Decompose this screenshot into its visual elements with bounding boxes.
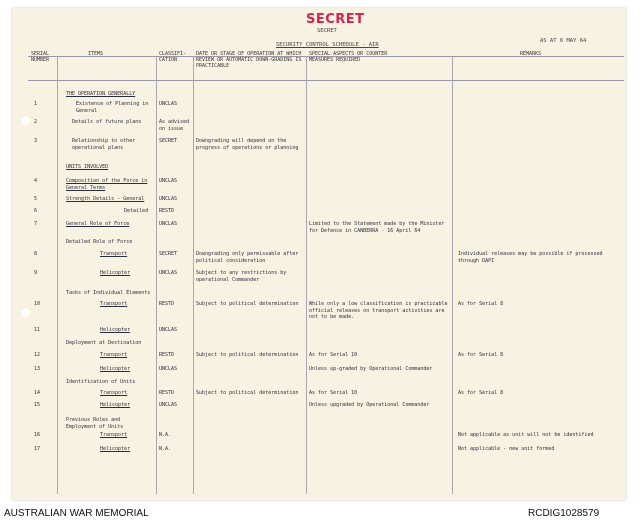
item-label: Transport bbox=[100, 352, 128, 358]
footer-archive-name: AUSTRALIAN WAR MEMORIAL bbox=[4, 508, 149, 519]
serial-number: 13 bbox=[34, 366, 41, 372]
column-divider-1 bbox=[57, 56, 58, 494]
item-label: Helicopter bbox=[100, 402, 131, 408]
special-aspects-text: As for Serial 10 bbox=[309, 390, 358, 396]
item-label: Previous Roles and Employment of Units bbox=[66, 417, 124, 430]
item-label: Existence of Planning in General bbox=[76, 101, 149, 114]
remarks-text: As for Serial 8 bbox=[458, 301, 504, 307]
classification-value: SECRET bbox=[159, 138, 178, 144]
serial-number: 1 bbox=[34, 101, 38, 107]
table-header-rule bbox=[28, 80, 624, 81]
remarks-text: As for Serial 8 bbox=[458, 352, 504, 358]
schedule-title: SECURITY CONTROL SCHEDULE - AIR bbox=[276, 42, 379, 48]
item-label: THE OPERATION GENERALLY bbox=[66, 91, 136, 97]
serial-number: 11 bbox=[34, 327, 41, 333]
classification-value: As advised on issue bbox=[159, 119, 190, 132]
punch-hole-bottom bbox=[21, 308, 30, 317]
classification-value: UNCLAS bbox=[159, 366, 178, 372]
item-label: Transport bbox=[100, 432, 128, 438]
item-label: Helicopter bbox=[100, 327, 131, 333]
special-aspects-text: Limited to the Statement made by the Minister for Defence in CANBERRA - 16 April 64 bbox=[309, 221, 445, 234]
header-remarks: REMARKS bbox=[520, 51, 542, 57]
serial-number: 8 bbox=[34, 251, 38, 257]
item-label: Relationship to other operational plans bbox=[72, 138, 136, 151]
classification-value: N.A. bbox=[159, 446, 172, 452]
classification-value: RESTD bbox=[159, 301, 175, 307]
classification-value: UNCLAS bbox=[159, 196, 178, 202]
item-label: Helicopter bbox=[100, 366, 131, 372]
remarks-text: Not applicable - new unit formed bbox=[458, 446, 555, 452]
review-stage-text: Subject to political determination bbox=[196, 352, 299, 358]
item-label: Detailed Role of Force bbox=[66, 239, 133, 245]
review-stage-text: Subject to political determination bbox=[196, 301, 299, 307]
remarks-text: Not applicable as unit will not be identified bbox=[458, 432, 594, 438]
classification-value: N.A. bbox=[159, 432, 172, 438]
item-label: Detailed bbox=[124, 208, 149, 214]
item-label: Composition of the Force in General Terms bbox=[66, 178, 148, 191]
review-stage-text: Downgrading will depend on the progress of operations or planning bbox=[196, 138, 299, 151]
serial-number: 14 bbox=[34, 390, 41, 396]
special-aspects-text: As for Serial 10 bbox=[309, 352, 358, 358]
serial-number: 12 bbox=[34, 352, 41, 358]
classification-value: UNCLAS bbox=[159, 402, 178, 408]
remarks-text: Individual releases may be possible if processed through DAPI bbox=[458, 251, 603, 264]
item-label: Strength Details - General bbox=[66, 196, 145, 202]
serial-number: 16 bbox=[34, 432, 41, 438]
header-items: ITEMS bbox=[88, 51, 104, 57]
classification-value: UNCLAS bbox=[159, 327, 178, 333]
special-aspects-text: Unless upgraded by Operational Commander bbox=[309, 402, 430, 408]
serial-number: 10 bbox=[34, 301, 41, 307]
item-label: Tasks of Individual Elements bbox=[66, 290, 151, 296]
item-label: Helicopter bbox=[100, 270, 131, 276]
item-label: Transport bbox=[100, 390, 128, 396]
header-serial: SERIAL NUMBER bbox=[31, 51, 50, 63]
classification-value: RESTD bbox=[159, 390, 175, 396]
classification-value: UNCLAS bbox=[159, 270, 178, 276]
serial-number: 4 bbox=[34, 178, 38, 184]
item-label: Transport bbox=[100, 251, 128, 257]
header-special-aspects: SPECIAL ASPECTS OR COUNTER MEASURES REQUIRED bbox=[309, 51, 388, 63]
column-divider-4 bbox=[306, 56, 307, 494]
punch-hole-top bbox=[21, 116, 30, 125]
serial-number: 3 bbox=[34, 138, 38, 144]
item-label: Details of future plans bbox=[72, 119, 142, 125]
secret-stamp: SECRET bbox=[306, 12, 365, 27]
classification-value: SECRET bbox=[159, 251, 178, 257]
review-stage-text: Subject to political determination bbox=[196, 390, 299, 396]
header-classification: CLASSIFI- CATION bbox=[159, 51, 187, 63]
classification-value: UNCLAS bbox=[159, 221, 178, 227]
special-aspects-text: While only a low classification is practicable official releases on transport activities are not to be made. bbox=[309, 301, 448, 320]
serial-number: 15 bbox=[34, 402, 41, 408]
review-stage-text: Downgrading only permissable after political consideration bbox=[196, 251, 299, 264]
serial-number: 5 bbox=[34, 196, 38, 202]
serial-number: 6 bbox=[34, 208, 38, 214]
column-divider-5 bbox=[452, 56, 453, 494]
serial-number: 9 bbox=[34, 270, 38, 276]
classification-value: RESTD bbox=[159, 352, 175, 358]
review-stage-text: Subject to any restrictions by operational Commander bbox=[196, 270, 287, 283]
item-label: Deployment at Destination bbox=[66, 340, 142, 346]
serial-number: 7 bbox=[34, 221, 38, 227]
header-review-stage: DATE OR STAGE OF OPERATION AT WHICH REVIEW OR AUTOMATIC DOWN-GRADING IS PRACTICABLE bbox=[196, 51, 302, 69]
remarks-text: As for Serial 8 bbox=[458, 390, 504, 396]
serial-number: 2 bbox=[34, 119, 38, 125]
classification-value: RESTD bbox=[159, 208, 175, 214]
item-label: General Role of Force bbox=[66, 221, 130, 227]
item-label: Identification of Units bbox=[66, 379, 136, 385]
special-aspects-text: Unless up-graded by Operational Commander bbox=[309, 366, 433, 372]
secret-marking: SECRET bbox=[317, 28, 337, 34]
item-label: Transport bbox=[100, 301, 128, 307]
item-label: UNITS INVOLVED bbox=[66, 164, 109, 170]
serial-number: 17 bbox=[34, 446, 41, 452]
footer-record-id: RCDIG1028579 bbox=[528, 508, 600, 519]
classification-value: UNCLAS bbox=[159, 101, 178, 107]
classification-value: UNCLAS bbox=[159, 178, 178, 184]
as-at-date: AS AT 6 MAY 64 bbox=[540, 38, 587, 44]
column-divider-3 bbox=[193, 56, 194, 494]
item-label: Helicopter bbox=[100, 446, 131, 452]
